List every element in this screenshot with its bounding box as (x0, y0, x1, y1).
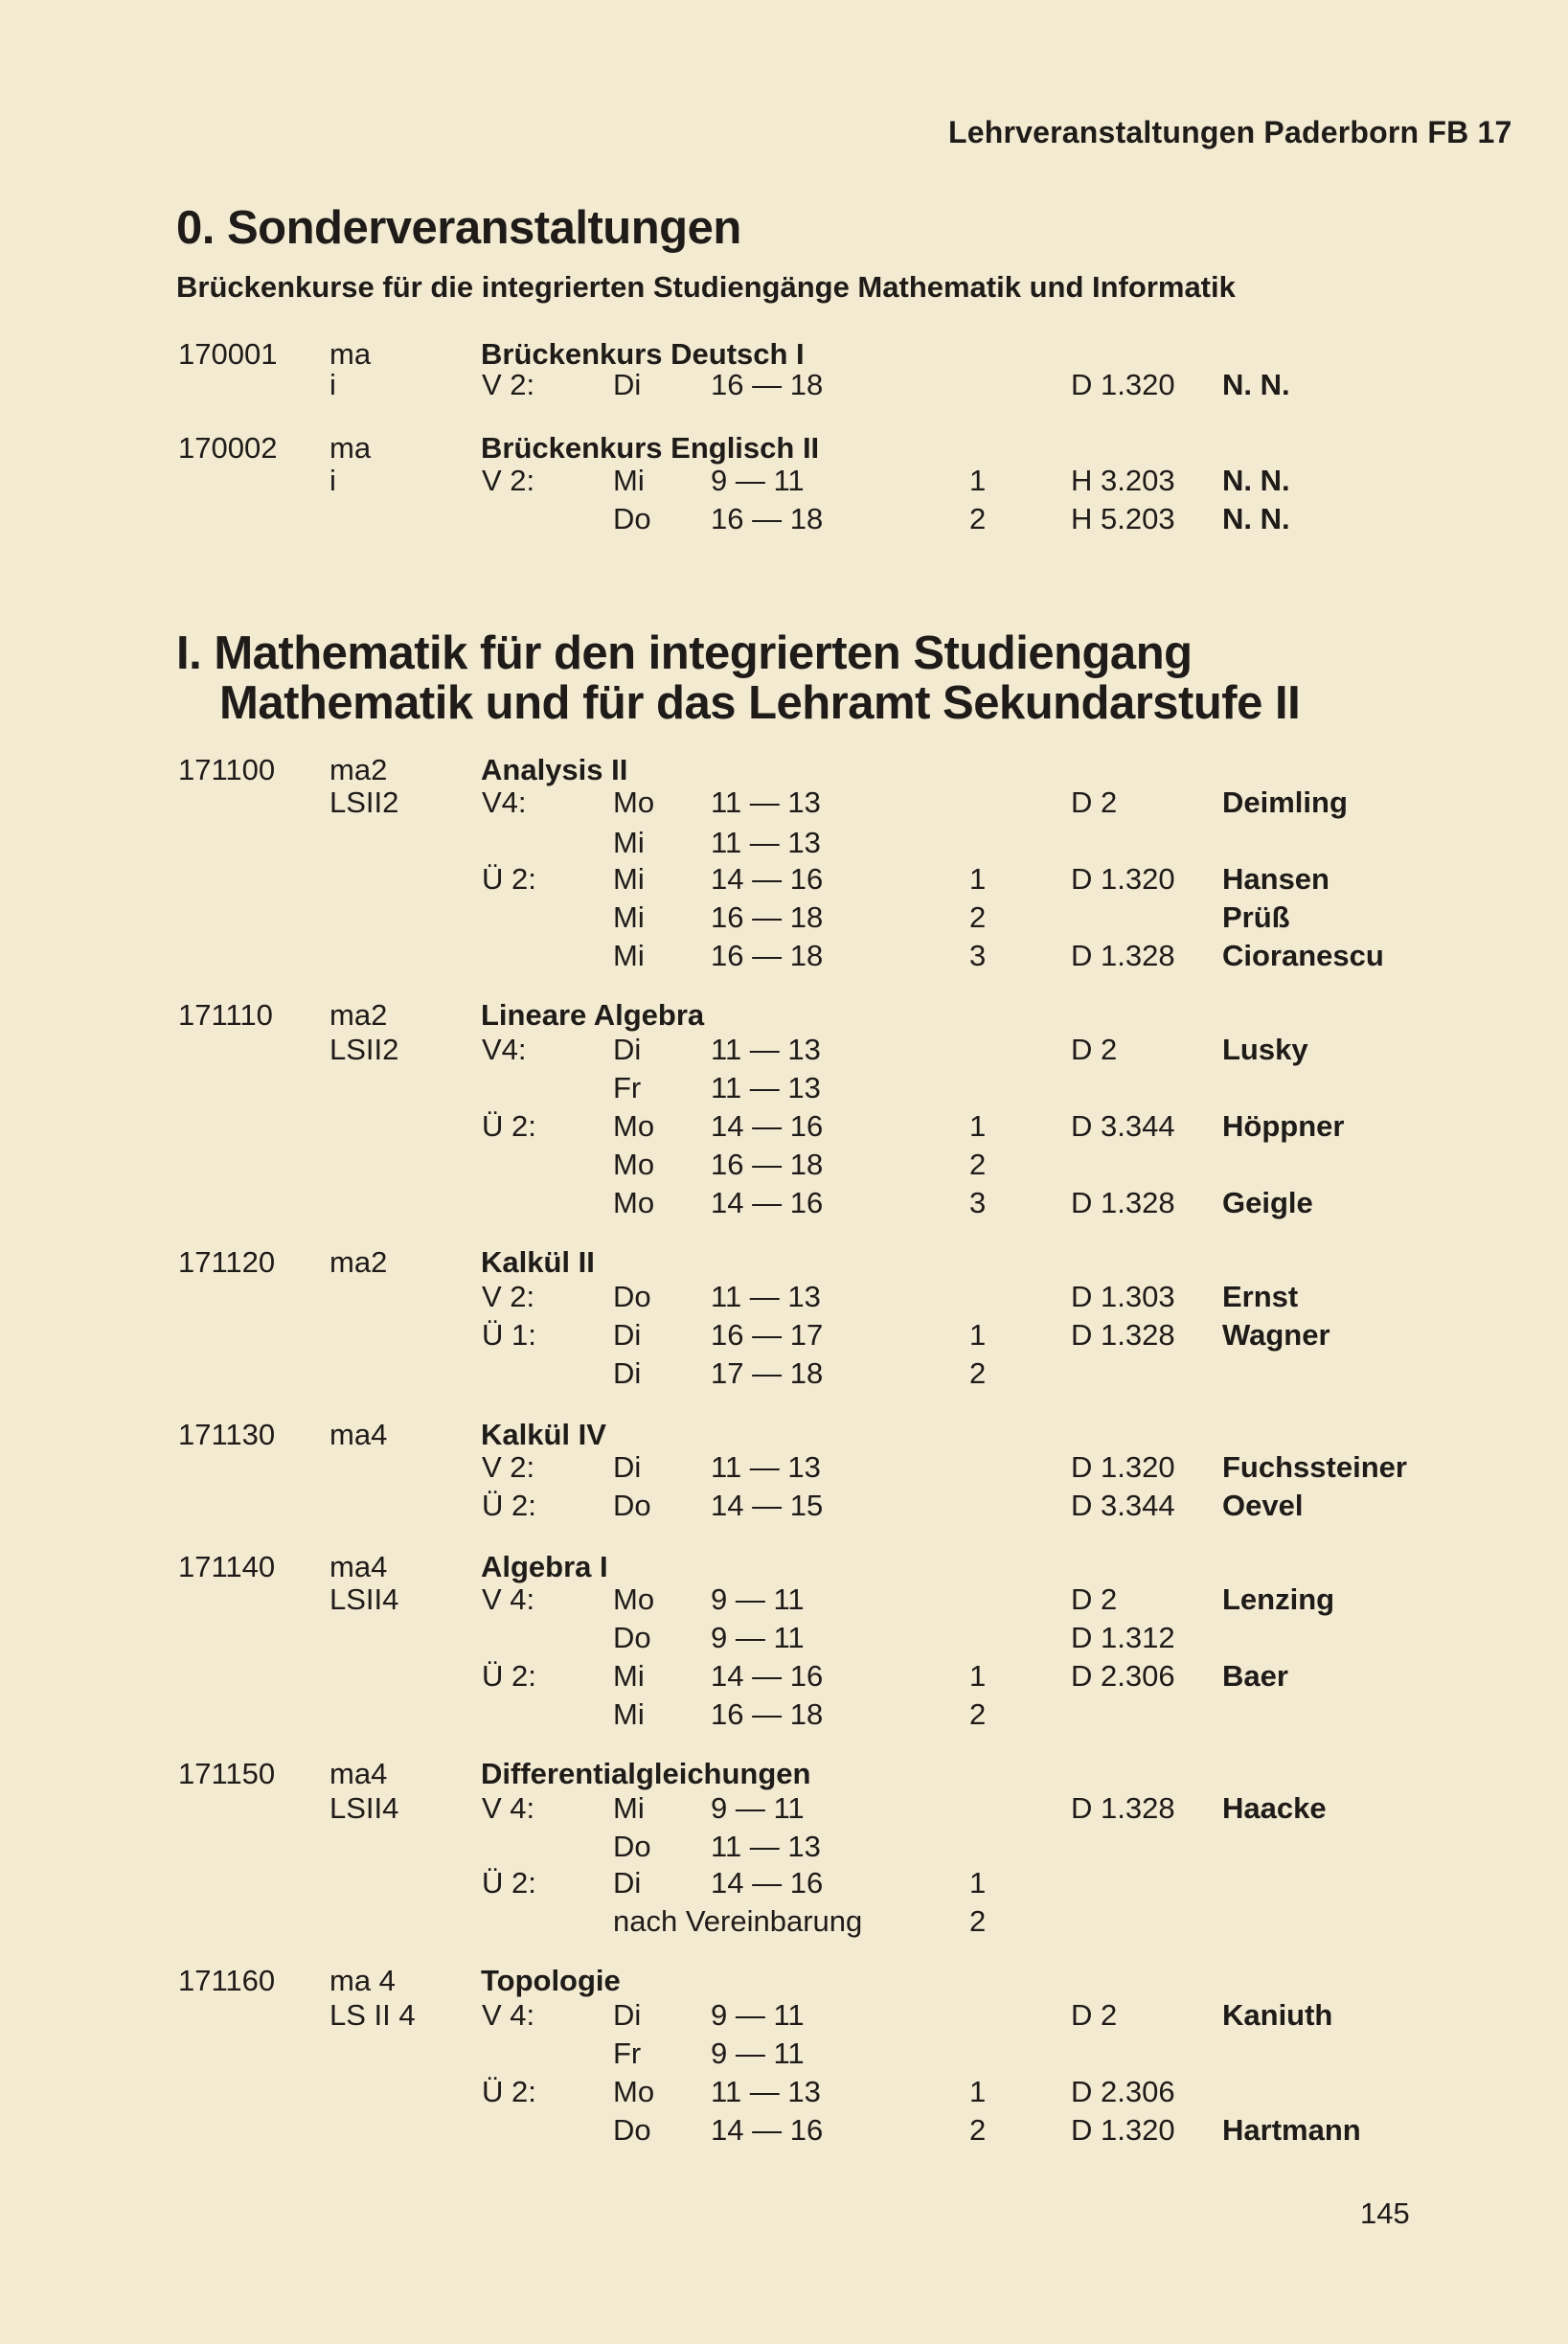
session-time: 11 — 13 (711, 1071, 821, 1104)
session-time: 9 — 11 (711, 464, 805, 497)
course-code: ma2 (330, 753, 388, 786)
session-group: 1 (969, 1318, 987, 1352)
session-group: 3 (969, 1186, 987, 1219)
session-room: D 1.328 (1071, 939, 1175, 972)
session-day: Mi (613, 1791, 645, 1825)
session-type: V4: (482, 1033, 527, 1066)
session-lecturer: Geigle (1222, 1186, 1313, 1219)
session-row (0, 1448, 1568, 1487)
session-lecturer: Deimling (1222, 785, 1348, 819)
session-time: 16 — 18 (711, 900, 824, 934)
session-lecturer: Lusky (1222, 1033, 1308, 1066)
session-type: Ü 2: (482, 1489, 536, 1522)
session-time: 9 — 11 (711, 1582, 805, 1616)
course-title: Brückenkurs Deutsch I (481, 337, 805, 371)
session-row (0, 784, 1568, 822)
session-day: Fr (613, 1071, 642, 1104)
course-title: Lineare Algebra (481, 998, 705, 1032)
session-lecturer: Lenzing (1222, 1582, 1335, 1616)
course-code: ma 4 (330, 1964, 396, 1997)
course-title: Brückenkurs Englisch II (481, 431, 820, 465)
session-time: 11 — 13 (711, 1033, 821, 1066)
course-code-secondary: LSII2 (330, 1033, 399, 1066)
session-lecturer: N. N. (1222, 368, 1290, 401)
session-group: 1 (969, 1866, 987, 1900)
session-row (0, 1031, 1568, 1069)
session-day: Mi (613, 862, 645, 896)
course-title: Differentialgleichungen (481, 1757, 811, 1790)
session-row (0, 1657, 1568, 1695)
session-time: 9 — 11 (711, 1791, 805, 1825)
session-time: 17 — 18 (711, 1356, 824, 1390)
session-row (0, 1354, 1568, 1393)
session-day: Mi (613, 900, 645, 934)
course-number: 171100 (178, 753, 276, 786)
session-row (0, 1864, 1568, 1902)
session-room: D 1.320 (1071, 368, 1175, 401)
session-time: 14 — 15 (711, 1489, 824, 1522)
course-number: 171150 (178, 1757, 276, 1790)
session-room: D 1.328 (1071, 1186, 1175, 1219)
session-day: Mo (613, 785, 655, 819)
session-day: Do (613, 1489, 651, 1522)
session-type: V 4: (482, 1582, 535, 1616)
section-1-title-line-1: I. Mathematik für den integrierten Studiengang (176, 627, 1193, 679)
session-day: Mo (613, 1582, 655, 1616)
session-room: D 1.328 (1071, 1318, 1175, 1352)
session-lecturer: Prüß (1222, 900, 1290, 934)
section-0-subtitle: Brückenkurse für die integrierten Studiengänge Mathematik und Informatik (176, 270, 1236, 304)
session-type: Ü 2: (482, 1109, 536, 1143)
course-code: ma2 (330, 998, 388, 1032)
course-code: ma2 (330, 1245, 388, 1279)
session-row (0, 2073, 1568, 2111)
session-lecturer: Höppner (1222, 1109, 1345, 1143)
course-title: Kalkül II (481, 1245, 595, 1279)
session-type: V 2: (482, 1280, 535, 1313)
session-lecturer: Baer (1222, 1659, 1288, 1693)
session-row (0, 1278, 1568, 1316)
running-header: Lehrveranstaltungen Paderborn FB 17 (948, 115, 1512, 149)
session-group: 2 (969, 2113, 987, 2147)
session-type: Ü 2: (482, 2075, 536, 2108)
session-row (0, 1581, 1568, 1619)
session-type: V 2: (482, 464, 535, 497)
session-type: V 2: (482, 368, 535, 401)
session-day: Di (613, 1318, 642, 1352)
session-day: Mi (613, 1659, 645, 1693)
session-row (0, 1184, 1568, 1222)
session-lecturer: Hansen (1222, 862, 1329, 896)
session-day: Mo (613, 1148, 655, 1181)
session-time: 16 — 18 (711, 1148, 824, 1181)
session-time: 11 — 13 (711, 1830, 821, 1863)
session-room: D 2.306 (1071, 2075, 1175, 2108)
session-group: 3 (969, 939, 987, 972)
session-row (0, 937, 1568, 975)
session-type: V 2: (482, 1450, 535, 1484)
course-code-secondary: LSII4 (330, 1791, 399, 1825)
session-row (0, 1146, 1568, 1184)
session-day: nach Vereinbarung (613, 1904, 863, 1938)
course-code-secondary: LS II 4 (330, 1998, 416, 2032)
session-day: Mi (613, 1697, 645, 1731)
session-row (0, 462, 1568, 500)
session-lecturer: Cioranescu (1222, 939, 1384, 972)
session-day: Do (613, 502, 651, 535)
course-number: 170001 (178, 337, 278, 371)
session-time: 14 — 16 (711, 1866, 824, 1900)
course-code: ma (330, 337, 372, 371)
session-row (0, 366, 1568, 404)
session-time: 11 — 13 (711, 1280, 821, 1313)
session-lecturer: Oevel (1222, 1489, 1304, 1522)
session-type: V 4: (482, 1998, 535, 2032)
session-lecturer: N. N. (1222, 502, 1290, 535)
session-row (0, 2035, 1568, 2073)
session-room: H 5.203 (1071, 502, 1175, 535)
session-lecturer: Hartmann (1222, 2113, 1361, 2147)
session-room: D 2 (1071, 1582, 1118, 1616)
session-row (0, 1069, 1568, 1107)
session-row (0, 1996, 1568, 2035)
section-0-title: 0. Sonderveranstaltungen (176, 202, 741, 254)
course-title: Topologie (481, 1964, 621, 1997)
session-group: 2 (969, 1904, 987, 1938)
session-day: Mo (613, 1109, 655, 1143)
session-type: Ü 2: (482, 1659, 536, 1693)
session-room: D 1.320 (1071, 862, 1175, 896)
course-title: Analysis II (481, 753, 628, 786)
session-row (0, 2111, 1568, 2150)
session-type: V4: (482, 785, 527, 819)
session-day: Do (613, 1280, 651, 1313)
session-type: Ü 2: (482, 1866, 536, 1900)
session-day: Mo (613, 1186, 655, 1219)
course-code-secondary: i (330, 368, 336, 401)
course-code-secondary: i (330, 464, 336, 497)
session-time: 14 — 16 (711, 1109, 824, 1143)
session-day: Mi (613, 464, 645, 497)
session-day: Di (613, 1450, 642, 1484)
session-day: Di (613, 1356, 642, 1390)
session-day: Mi (613, 826, 645, 859)
session-time: 14 — 16 (711, 2113, 824, 2147)
session-row (0, 1316, 1568, 1354)
session-row (0, 1695, 1568, 1734)
session-room: D 2 (1071, 785, 1118, 819)
session-group: 2 (969, 1148, 987, 1181)
session-day: Do (613, 1621, 651, 1654)
session-lecturer: Haacke (1222, 1791, 1327, 1825)
session-day: Do (613, 1830, 651, 1863)
course-number: 171160 (178, 1964, 276, 1997)
session-row (0, 1107, 1568, 1146)
course-number: 171120 (178, 1245, 276, 1279)
session-time: 16 — 17 (711, 1318, 824, 1352)
session-time: 9 — 11 (711, 2037, 805, 2070)
session-time: 9 — 11 (711, 1998, 805, 2032)
session-time: 16 — 18 (711, 368, 824, 401)
session-group: 2 (969, 1356, 987, 1390)
course-number: 170002 (178, 431, 278, 465)
session-room: D 2 (1071, 1998, 1118, 2032)
session-room: D 2 (1071, 1033, 1118, 1066)
session-row (0, 1619, 1568, 1657)
session-room: D 1.312 (1071, 1621, 1175, 1654)
session-type: Ü 1: (482, 1318, 536, 1352)
session-lecturer: N. N. (1222, 464, 1290, 497)
session-group: 1 (969, 862, 987, 896)
session-lecturer: Wagner (1222, 1318, 1330, 1352)
page-number: 145 (1360, 2196, 1410, 2230)
course-number: 171130 (178, 1418, 276, 1451)
session-time: 16 — 18 (711, 1697, 824, 1731)
session-type: V 4: (482, 1791, 535, 1825)
session-time: 11 — 13 (711, 785, 821, 819)
course-title: Kalkül IV (481, 1418, 606, 1451)
session-group: 2 (969, 502, 987, 535)
session-row (0, 500, 1568, 538)
course-code: ma (330, 431, 372, 465)
session-day: Mi (613, 939, 645, 972)
session-lecturer: Fuchssteiner (1222, 1450, 1407, 1484)
course-code: ma4 (330, 1757, 388, 1790)
session-time: 11 — 13 (711, 826, 821, 859)
course-title: Algebra I (481, 1550, 608, 1583)
session-time: 14 — 16 (711, 862, 824, 896)
session-day: Di (613, 368, 642, 401)
session-group: 1 (969, 1659, 987, 1693)
session-room: D 2.306 (1071, 1659, 1175, 1693)
session-row (0, 824, 1568, 862)
session-time: 9 — 11 (711, 1621, 805, 1654)
session-row (0, 1828, 1568, 1866)
session-time: 11 — 13 (711, 1450, 821, 1484)
session-room: D 1.320 (1071, 1450, 1175, 1484)
session-room: D 1.328 (1071, 1791, 1175, 1825)
course-code-secondary: LSII4 (330, 1582, 399, 1616)
session-time: 16 — 18 (711, 939, 824, 972)
session-time: 11 — 13 (711, 2075, 821, 2108)
session-group: 1 (969, 464, 987, 497)
session-day: Mo (613, 2075, 655, 2108)
session-group: 2 (969, 1697, 987, 1731)
session-row (0, 1789, 1568, 1828)
session-row (0, 899, 1568, 937)
session-day: Di (613, 1866, 642, 1900)
session-room: D 3.344 (1071, 1109, 1175, 1143)
course-code: ma4 (330, 1550, 388, 1583)
session-row (0, 1902, 1568, 1941)
session-lecturer: Kaniuth (1222, 1998, 1333, 2032)
session-time: 16 — 18 (711, 502, 824, 535)
session-lecturer: Ernst (1222, 1280, 1299, 1313)
course-number: 171110 (178, 998, 273, 1032)
session-group: 1 (969, 2075, 987, 2108)
session-group: 1 (969, 1109, 987, 1143)
session-day: Di (613, 1033, 642, 1066)
session-room: D 1.303 (1071, 1280, 1175, 1313)
session-day: Di (613, 1998, 642, 2032)
session-day: Fr (613, 2037, 642, 2070)
session-type: Ü 2: (482, 862, 536, 896)
session-room: D 1.320 (1071, 2113, 1175, 2147)
session-room: D 3.344 (1071, 1489, 1175, 1522)
session-group: 2 (969, 900, 987, 934)
session-time: 14 — 16 (711, 1186, 824, 1219)
session-room: H 3.203 (1071, 464, 1175, 497)
session-row (0, 860, 1568, 899)
course-code-secondary: LSII2 (330, 785, 399, 819)
session-row (0, 1487, 1568, 1525)
session-time: 14 — 16 (711, 1659, 824, 1693)
course-number: 171140 (178, 1550, 276, 1583)
section-1-title-line-2: Mathematik und für das Lehramt Sekundarstufe II (219, 677, 1301, 729)
course-code: ma4 (330, 1418, 388, 1451)
session-day: Do (613, 2113, 651, 2147)
